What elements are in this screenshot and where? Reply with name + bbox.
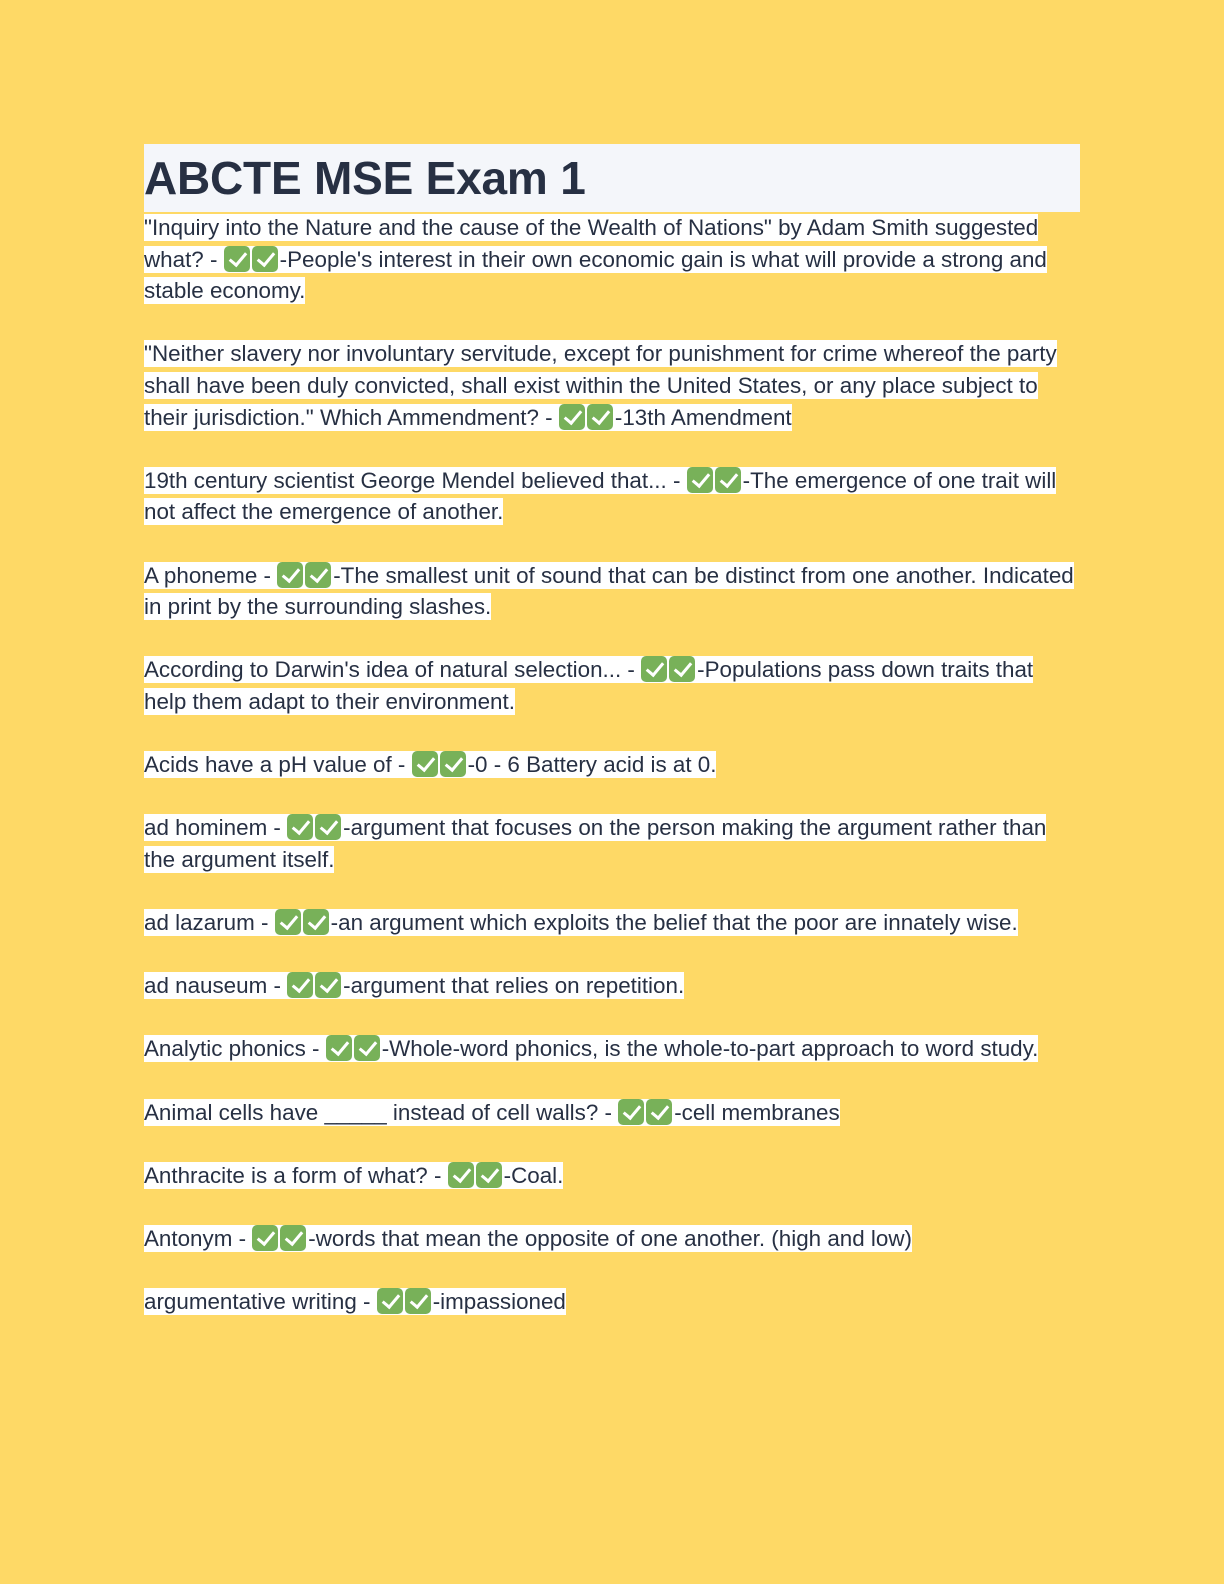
question-text: ad nauseum - [144,973,288,999]
white-check-mark-icon [277,562,303,588]
answer-text: -an argument which exploits the belief that the poor are innately wise. [330,910,1018,936]
flashcard-entry [144,812,1080,875]
flashcard-text [144,214,1047,304]
white-check-mark-icon [287,814,313,840]
white-check-mark-icon [275,909,301,935]
white-check-mark-icon [377,1288,403,1314]
flashcard-entry [144,1097,1080,1129]
question-text: Antonym - [144,1226,253,1251]
page-title: ABCTE MSE Exam 1 [144,152,586,204]
question-text: argumentative writing - [144,1289,377,1315]
white-check-mark-icon [315,814,341,840]
answer-text: -impassioned [432,1289,566,1315]
answer-text: -words that mean the opposite of one another. (high and low) [308,1226,912,1251]
white-check-mark-icon [224,246,250,272]
flashcard-entry [144,1033,1080,1065]
flashcard-entry [144,907,1080,939]
question-text: Anthracite is a form of what? - [144,1162,448,1188]
answer-text: -Whole-word phonics, is the whole-to-part approach to word study. [381,1036,1039,1062]
flashcard-entry [144,1286,1080,1318]
white-check-mark-icon [315,972,341,998]
white-check-mark-icon [412,751,438,777]
flashcard-text [144,467,1056,526]
white-check-mark-icon [646,1099,672,1125]
white-check-mark-icon [405,1288,431,1314]
white-check-mark-icon [354,1035,380,1061]
answer-text: -0 - 6 Battery acid is at 0. [467,752,717,778]
answer-text: -argument that focuses on the person making the argument rather than the argument itself. [144,815,1047,872]
white-check-mark-icon [326,1035,352,1061]
flashcard-text [144,562,1074,621]
flashcard-text [144,814,1046,873]
flashcard-entry [144,1160,1080,1192]
white-check-mark-icon [559,404,585,430]
answer-text: -13th Amendment [614,404,792,430]
answer-text: -Coal. [503,1162,564,1188]
flashcard-entry [144,970,1080,1002]
flashcard-text [144,1162,563,1189]
question-text: Analytic phonics - [144,1036,326,1062]
flashcard-text [144,1099,840,1126]
answer-text: -The emergence of one trait will not affect the emergence of another. [144,467,1057,525]
flashcard-text [144,751,716,778]
flashcard-text [144,340,1057,430]
flashcard-entry [144,465,1080,528]
answer-text: -The smallest unit of sound that can be distinct from one another. Indicated in print by the surrounding slashes. [144,562,1074,620]
question-text: Acids have a pH value of - [144,752,412,778]
flashcard-text [144,909,1018,936]
white-check-mark-icon [440,751,466,777]
answer-text: -Populations pass down traits that help them adapt to their environment. [144,657,1034,714]
title-banner [144,144,1080,212]
question-text: ad lazarum - [144,910,275,936]
question-text: ad hominem - [144,815,288,841]
white-check-mark-icon [287,972,313,998]
answer-text: -cell membranes [674,1099,840,1125]
white-check-mark-icon [641,656,667,682]
white-check-mark-icon [252,246,278,272]
flashcard-entry [144,749,1080,781]
question-text: A phoneme - [144,562,278,588]
flashcard-entry [144,1223,1080,1255]
question-text: "Inquiry into the Nature and the cause of the Wealth of Nations" by Adam Smith suggested what? - [144,215,1039,272]
white-check-mark-icon [448,1162,474,1188]
question-text: "Neither slavery nor involuntary servitude, except for punishment for crime whereof the party shall have been duly convicted, shall exist within the United States, or any place subject to their jurisdiction." Which Ammendment? - [144,341,1057,430]
flashcard-text [144,656,1033,715]
white-check-mark-icon [715,467,741,493]
flashcard-text [144,1288,566,1315]
answer-text: -People's interest in their own economic gain is what will provide a strong and stable economy. [144,246,1047,304]
white-check-mark-icon [669,656,695,682]
white-check-mark-icon [252,1225,278,1251]
white-check-mark-icon [587,404,613,430]
document-page [144,144,1080,1349]
flashcard-list [144,212,1080,1318]
white-check-mark-icon [303,909,329,935]
flashcard-entry [144,338,1080,433]
flashcard-text [144,1035,1038,1062]
question-text: According to Darwin's idea of natural selection... - [144,657,642,683]
white-check-mark-icon [476,1162,502,1188]
answer-text: -argument that relies on repetition. [343,973,685,999]
question-text: Animal cells have _____ instead of cell walls? - [144,1099,619,1125]
flashcard-entry [144,654,1080,717]
flashcard-text [144,1225,912,1252]
white-check-mark-icon [687,467,713,493]
flashcard-entry [144,212,1080,307]
flashcard-text [144,972,684,999]
flashcard-entry [144,560,1080,623]
question-text: 19th century scientist George Mendel believed that... - [144,467,687,493]
white-check-mark-icon [280,1225,306,1251]
white-check-mark-icon [305,562,331,588]
white-check-mark-icon [618,1099,644,1125]
